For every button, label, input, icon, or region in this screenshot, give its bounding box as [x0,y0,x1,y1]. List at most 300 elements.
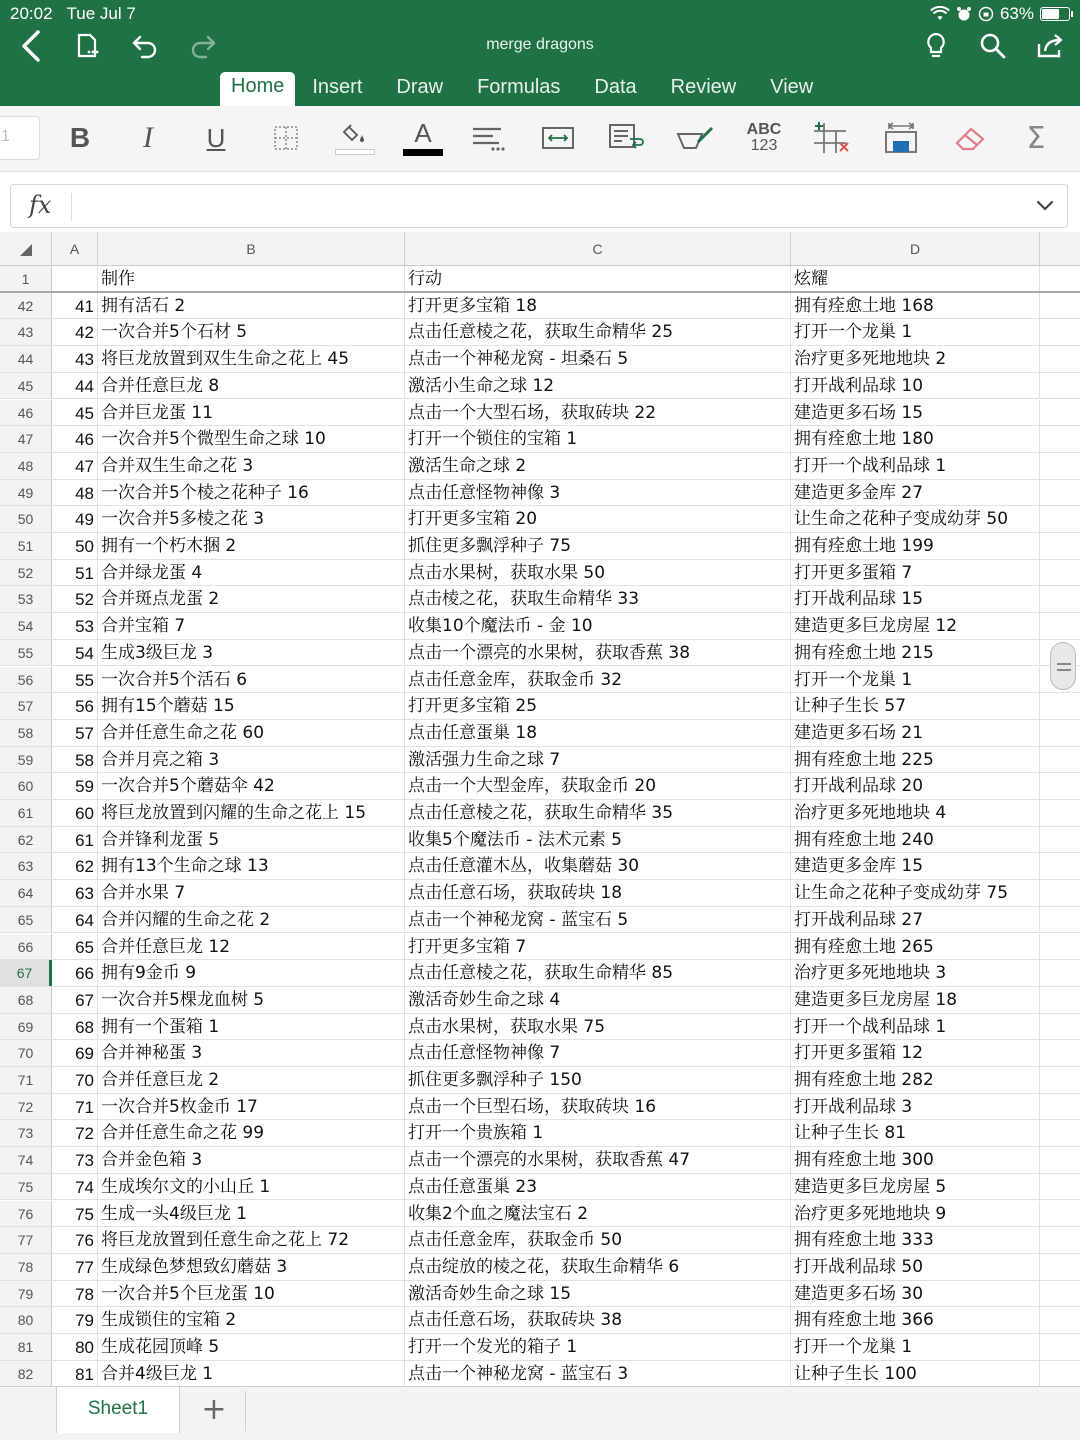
underline-button[interactable]: U [206,122,226,153]
column-header-a[interactable]: A [52,232,98,266]
cell-e[interactable] [1040,853,1080,879]
sheet-tab-bar [0,1386,1080,1440]
tab-home[interactable]: Home [220,72,295,106]
cell-e[interactable] [1040,1040,1080,1066]
cell-c[interactable]: 激活生命之球 2 [405,453,791,479]
row-header[interactable]: 51 [0,533,52,559]
cell-c[interactable]: 点击棱之花，获取生命精华 33 [405,586,791,612]
search-icon[interactable] [976,28,1010,64]
cell-e[interactable] [1040,453,1080,479]
cell-a[interactable]: 59 [52,773,98,799]
cell-e[interactable] [1040,907,1080,933]
cell-d[interactable]: 建造更多金库 15 [791,853,1040,879]
cell-b[interactable]: 生成3级巨龙 3 [98,640,405,666]
row-header[interactable]: 80 [0,1307,52,1333]
cell-b[interactable]: 将巨龙放置到双生生命之花上 45 [98,346,405,372]
cell-b[interactable]: 合并绿龙蛋 4 [98,560,405,586]
cell-a[interactable]: 74 [52,1174,98,1200]
cell-b[interactable]: 合并神秘蛋 3 [98,1040,405,1066]
cell-c[interactable]: 打开更多宝箱 20 [405,506,791,532]
cell-d[interactable]: 打开一个战利品球 1 [791,453,1040,479]
cell-b[interactable]: 一次合并5个微型生命之球 10 [98,426,405,452]
row-header[interactable]: 58 [0,720,52,746]
cell-a[interactable]: 42 [52,319,98,345]
row-header[interactable]: 81 [0,1334,52,1360]
cell-d[interactable]: 建造更多巨龙房屋 18 [791,987,1040,1013]
cell-c[interactable]: 点击一个神秘龙窝 - 坦桑石 5 [405,346,791,372]
row-header[interactable]: 57 [0,693,52,719]
cell-d[interactable]: 建造更多巨龙房屋 5 [791,1174,1040,1200]
cell-d[interactable]: 拥有痊愈土地 168 [791,293,1040,319]
row-header[interactable]: 55 [0,640,52,666]
row-header[interactable]: 65 [0,907,52,933]
cell-d[interactable]: 建造更多巨龙房屋 12 [791,613,1040,639]
cell-d[interactable]: 打开战利品球 3 [791,1094,1040,1120]
cell-a[interactable]: 45 [52,400,98,426]
cell-d[interactable]: 治疗更多死地地块 9 [791,1201,1040,1227]
cell-b[interactable]: 合并锋利龙蛋 5 [98,827,405,853]
cell-d[interactable]: 拥有痊愈土地 265 [791,934,1040,960]
cell-b[interactable]: 合并斑点龙蛋 2 [98,586,405,612]
tab-formulas[interactable]: Formulas [477,76,561,98]
row-header[interactable]: 50 [0,506,52,532]
cell-e[interactable] [1040,960,1080,986]
cell-b[interactable]: 一次合并5个活石 6 [98,667,405,693]
cell-e[interactable] [1040,800,1080,826]
cell-e[interactable] [1040,426,1080,452]
cell-c[interactable]: 收集5个魔法币 - 法术元素 5 [405,827,791,853]
cell-a[interactable]: 43 [52,346,98,372]
cell-e[interactable] [1040,533,1080,559]
cell-e[interactable] [1040,720,1080,746]
cell-e[interactable] [1040,1227,1080,1253]
cell-e[interactable] [1040,400,1080,426]
cell-d[interactable]: 拥有痊愈土地 240 [791,827,1040,853]
insert-delete-cells-icon[interactable] [810,116,854,160]
cell-c[interactable]: 点击一个大型金库，获取金币 20 [405,773,791,799]
row-header[interactable]: 53 [0,586,52,612]
row-header[interactable]: 54 [0,613,52,639]
cell-a[interactable]: 52 [52,586,98,612]
cell-c[interactable]: 打开一个锁住的宝箱 1 [405,426,791,452]
cell-a[interactable]: 61 [52,827,98,853]
cell-a[interactable]: 56 [52,693,98,719]
select-all-corner[interactable] [0,232,52,266]
cell-b[interactable]: 合并金色箱 3 [98,1147,405,1173]
cell-d[interactable]: 让种子生长 57 [791,693,1040,719]
cell-a[interactable]: 51 [52,560,98,586]
cell-d[interactable]: 让种子生长 81 [791,1120,1040,1146]
cell-a[interactable]: 70 [52,1067,98,1093]
cell-a[interactable]: 55 [52,667,98,693]
cell-a[interactable]: 75 [52,1201,98,1227]
cell-b[interactable]: 合并任意生命之花 99 [98,1120,405,1146]
cell-a[interactable]: 72 [52,1120,98,1146]
row-header[interactable]: 71 [0,1067,52,1093]
tab-view[interactable]: View [770,76,814,98]
cell-a[interactable]: 44 [52,373,98,399]
row-header[interactable]: 64 [0,880,52,906]
alarm-icon [956,6,972,22]
cell-d[interactable]: 拥有痊愈土地 333 [791,1227,1040,1253]
wifi-icon [930,6,950,22]
cell-b[interactable]: 合并月亮之箱 3 [98,747,405,773]
cell-a[interactable]: 62 [52,853,98,879]
cell-e[interactable] [1040,480,1080,506]
cell-e[interactable] [1040,773,1080,799]
cell-a[interactable] [52,266,98,291]
cell-e[interactable] [1040,613,1080,639]
cell-e[interactable] [1040,1147,1080,1173]
cell-c[interactable]: 点击任意棱之花，获取生命精华 35 [405,800,791,826]
cell-b[interactable]: 合并闪耀的生命之花 2 [98,907,405,933]
cell-a[interactable]: 67 [52,987,98,1013]
cell-b[interactable]: 拥有15个蘑菇 15 [98,693,405,719]
row-header[interactable]: 45 [0,373,52,399]
cell-c[interactable]: 点击任意石场，获取砖块 38 [405,1307,791,1333]
cell-b[interactable]: 合并任意巨龙 8 [98,373,405,399]
cell-d[interactable]: 打开战利品球 15 [791,586,1040,612]
cell-a[interactable]: 49 [52,506,98,532]
cell-a[interactable]: 69 [52,1040,98,1066]
cell-b[interactable]: 一次合并5个棱之花种子 16 [98,480,405,506]
cell-b[interactable]: 合并宝箱 7 [98,613,405,639]
cell-a[interactable]: 71 [52,1094,98,1120]
formula-divider [71,193,72,221]
row-header[interactable]: 47 [0,426,52,452]
cell-e[interactable] [1040,1120,1080,1146]
cell-d[interactable]: 打开战利品球 10 [791,373,1040,399]
row-header[interactable]: 1 [0,266,52,291]
cell-e[interactable] [1040,266,1080,291]
row-header[interactable]: 78 [0,1254,52,1280]
cell-styles-icon[interactable] [674,116,716,160]
cell-b[interactable]: 合并任意巨龙 2 [98,1067,405,1093]
cell-a[interactable]: 60 [52,800,98,826]
cell-a[interactable]: 68 [52,1014,98,1040]
cell-b[interactable]: 生成绿色梦想致幻蘑菇 3 [98,1254,405,1280]
cell-c[interactable]: 点击任意棱之花，获取生命精华 25 [405,319,791,345]
row-header[interactable]: 72 [0,1094,52,1120]
cell-e[interactable] [1040,1014,1080,1040]
row-header[interactable]: 60 [0,773,52,799]
column-header-d[interactable]: D [791,232,1040,266]
cell-d[interactable]: 建造更多金库 27 [791,480,1040,506]
cell-d[interactable]: 拥有痊愈土地 300 [791,1147,1040,1173]
cell-b[interactable]: 拥有13个生命之球 13 [98,853,405,879]
cell-d[interactable]: 打开战利品球 50 [791,1254,1040,1280]
row-header[interactable]: 52 [0,560,52,586]
cell-d[interactable]: 打开战利品球 20 [791,773,1040,799]
chevron-down-icon[interactable] [1035,195,1055,219]
cell-e[interactable] [1040,1094,1080,1120]
cell-c[interactable]: 点击一个漂亮的水果树，获取香蕉 38 [405,640,791,666]
cell-d[interactable]: 建造更多石场 15 [791,400,1040,426]
cell-c[interactable]: 打开一个贵族箱 1 [405,1120,791,1146]
cell-e[interactable] [1040,1334,1080,1360]
cell-c[interactable]: 打开更多宝箱 18 [405,293,791,319]
cell-c[interactable]: 点击水果树，获取水果 75 [405,1014,791,1040]
cell-b[interactable]: 生成埃尔文的小山丘 1 [98,1174,405,1200]
row-header[interactable]: 76 [0,1201,52,1227]
cell-d[interactable]: 拥有痊愈土地 199 [791,533,1040,559]
cell-d[interactable]: 拥有痊愈土地 225 [791,747,1040,773]
cell-c[interactable]: 点击一个漂亮的水果树，获取香蕉 47 [405,1147,791,1173]
cell-b[interactable]: 合并4级巨龙 1 [98,1361,405,1387]
cell-c[interactable]: 收集2个血之魔法宝石 2 [405,1201,791,1227]
tab-review[interactable]: Review [670,76,737,98]
cell-d[interactable]: 拥有痊愈土地 366 [791,1307,1040,1333]
cell-c[interactable]: 点击任意石场，获取砖块 18 [405,880,791,906]
cell-b[interactable]: 拥有活石 2 [98,293,405,319]
cell-e[interactable] [1040,880,1080,906]
cell-e[interactable] [1040,1307,1080,1333]
bold-button[interactable]: B [69,122,91,153]
cell-a[interactable]: 64 [52,907,98,933]
row-header[interactable]: 69 [0,1014,52,1040]
fill-color-icon[interactable] [334,116,376,160]
cell-b[interactable]: 拥有一个蛋箱 1 [98,1014,405,1040]
cell-d[interactable]: 让种子生长 100 [791,1361,1040,1387]
cell-d[interactable]: 炫耀 [791,266,1040,291]
cell-c[interactable]: 点击任意金库，获取金币 32 [405,667,791,693]
cell-e[interactable] [1040,319,1080,345]
cell-e[interactable] [1040,827,1080,853]
cell-b[interactable]: 合并任意生命之花 60 [98,720,405,746]
cell-e[interactable] [1040,346,1080,372]
cell-c[interactable]: 激活小生命之球 12 [405,373,791,399]
font-color-button[interactable] [402,116,444,160]
cell-b[interactable]: 一次合并5枚金币 17 [98,1094,405,1120]
row-header[interactable]: 67 [0,960,52,986]
cell-c[interactable]: 打开更多宝箱 25 [405,693,791,719]
cell-c[interactable]: 激活奇妙生命之球 4 [405,987,791,1013]
row-header[interactable]: 49 [0,480,52,506]
cell-e[interactable] [1040,560,1080,586]
cell-b[interactable]: 将巨龙放置到闪耀的生命之花上 15 [98,800,405,826]
cell-b[interactable]: 一次合并5棵龙血树 5 [98,987,405,1013]
row-header[interactable]: 66 [0,934,52,960]
cell-c[interactable]: 点击绽放的棱之花，获取生命精华 6 [405,1254,791,1280]
cell-c[interactable]: 激活强力生命之球 7 [405,747,791,773]
cell-d[interactable]: 治疗更多死地地块 4 [791,800,1040,826]
cell-b[interactable]: 生成一头4级巨龙 1 [98,1201,405,1227]
cell-e[interactable] [1040,1281,1080,1307]
cell-b[interactable]: 制作 [98,266,405,291]
cell-a[interactable]: 48 [52,480,98,506]
cell-b[interactable]: 一次合并5个蘑菇伞 42 [98,773,405,799]
cell-c[interactable]: 打开一个发光的箱子 1 [405,1334,791,1360]
cell-e[interactable] [1040,1067,1080,1093]
row-header[interactable]: 73 [0,1120,52,1146]
cell-a[interactable]: 53 [52,613,98,639]
cell-b[interactable]: 生成花园顶峰 5 [98,1334,405,1360]
cell-c[interactable]: 点击任意怪物神像 7 [405,1040,791,1066]
status-bar-left [10,4,136,24]
cell-b[interactable]: 拥有一个朽木捆 2 [98,533,405,559]
cell-c[interactable]: 点击一个神秘龙窝 - 蓝宝石 3 [405,1361,791,1387]
wrap-text-icon[interactable] [606,116,646,160]
cell-b[interactable]: 将巨龙放置到任意生命之花上 72 [98,1227,405,1253]
cell-e[interactable] [1040,1254,1080,1280]
cell-b[interactable]: 一次合并5个巨龙蛋 10 [98,1281,405,1307]
cell-c[interactable]: 行动 [405,266,791,291]
tab-data[interactable]: Data [594,76,637,98]
align-icon[interactable] [468,116,508,160]
cell-b[interactable]: 合并任意巨龙 12 [98,934,405,960]
row-header[interactable]: 74 [0,1147,52,1173]
cell-a[interactable]: 76 [52,1227,98,1253]
clear-eraser-icon[interactable] [950,116,992,160]
cell-b[interactable]: 生成锁住的宝箱 2 [98,1307,405,1333]
cell-b[interactable]: 拥有9金币 9 [98,960,405,986]
cell-e[interactable] [1040,934,1080,960]
cell-c[interactable]: 抓住更多飘浮种子 75 [405,533,791,559]
row-header[interactable]: 46 [0,400,52,426]
cell-c[interactable]: 点击任意怪物神像 3 [405,480,791,506]
row-header[interactable]: 82 [0,1361,52,1387]
cell-d[interactable]: 拥有痊愈土地 180 [791,426,1040,452]
row-header[interactable]: 59 [0,747,52,773]
cell-e[interactable] [1040,293,1080,319]
app-header [0,0,1080,106]
cell-d[interactable]: 让生命之花种子变成幼芽 50 [791,506,1040,532]
font-size-box[interactable] [0,116,40,160]
row-header[interactable]: 61 [0,800,52,826]
cell-c[interactable]: 抓住更多飘浮种子 150 [405,1067,791,1093]
table-row [0,560,1080,587]
cell-d[interactable]: 打开战利品球 27 [791,907,1040,933]
cell-d[interactable]: 让生命之花种子变成幼芽 75 [791,880,1040,906]
row-header[interactable]: 77 [0,1227,52,1253]
row-header[interactable]: 56 [0,667,52,693]
cell-e[interactable] [1040,987,1080,1013]
table-row [0,293,1080,320]
status-date: Tue Jul 7 [66,4,136,23]
spreadsheet-grid[interactable] [0,232,1080,1390]
cell-c[interactable]: 点击一个神秘龙窝 - 蓝宝石 5 [405,907,791,933]
cell-d[interactable]: 治疗更多死地地块 2 [791,346,1040,372]
cell-c[interactable]: 点击任意金库，获取金币 50 [405,1227,791,1253]
cell-e[interactable] [1040,506,1080,532]
cell-d[interactable]: 打开一个龙巢 1 [791,1334,1040,1360]
cell-b[interactable]: 合并水果 7 [98,880,405,906]
cell-a[interactable]: 79 [52,1307,98,1333]
row-header[interactable]: 63 [0,853,52,879]
cell-d[interactable]: 打开更多蛋箱 7 [791,560,1040,586]
formula-bar[interactable] [10,184,1068,228]
tab-draw[interactable]: Draw [396,76,444,98]
cell-e[interactable] [1040,1361,1080,1387]
cell-a[interactable]: 54 [52,640,98,666]
borders-icon[interactable] [266,116,306,160]
cell-e[interactable] [1040,693,1080,719]
table-row [0,987,1080,1014]
cell-d[interactable]: 拥有痊愈土地 282 [791,1067,1040,1093]
tab-insert[interactable]: Insert [312,76,363,98]
cell-e[interactable] [1040,373,1080,399]
cell-c[interactable]: 点击任意灌木丛，收集蘑菇 30 [405,853,791,879]
scroll-handle[interactable] [1050,642,1076,690]
cell-c[interactable]: 打开更多宝箱 7 [405,934,791,960]
cell-a[interactable]: 65 [52,934,98,960]
cell-e[interactable] [1040,1201,1080,1227]
cell-a[interactable]: 46 [52,426,98,452]
cell-c[interactable]: 收集10个魔法币 - 金 10 [405,613,791,639]
cell-a[interactable]: 50 [52,533,98,559]
cell-d[interactable]: 打开一个龙巢 1 [791,667,1040,693]
cell-a[interactable]: 47 [52,453,98,479]
cell-a[interactable]: 77 [52,1254,98,1280]
cell-c[interactable]: 点击一个巨型石场，获取砖块 16 [405,1094,791,1120]
row-header[interactable]: 48 [0,453,52,479]
number-format-button[interactable] [742,116,786,160]
column-header-e[interactable] [1040,232,1080,266]
lightbulb-icon[interactable] [920,28,952,64]
cell-b[interactable]: 一次合并5个石材 5 [98,319,405,345]
cell-a[interactable]: 58 [52,747,98,773]
cell-c[interactable]: 点击水果树，获取水果 50 [405,560,791,586]
cell-b[interactable]: 合并双生生命之花 3 [98,453,405,479]
column-header-b[interactable]: B [98,232,405,266]
sheet-tab[interactable]: Sheet1 [56,1387,180,1433]
row-header[interactable]: 62 [0,827,52,853]
cell-a[interactable]: 66 [52,960,98,986]
cell-a[interactable]: 78 [52,1281,98,1307]
cell-e[interactable] [1040,586,1080,612]
cell-a[interactable]: 73 [52,1147,98,1173]
cell-e[interactable] [1040,747,1080,773]
autosum-button[interactable]: Σ [1026,120,1046,156]
table-row [0,426,1080,453]
cell-a[interactable]: 63 [52,880,98,906]
row-header[interactable]: 68 [0,987,52,1013]
cell-b[interactable]: 一次合并5多棱之花 3 [98,506,405,532]
cell-c[interactable]: 激活奇妙生命之球 15 [405,1281,791,1307]
cell-d[interactable]: 建造更多石场 21 [791,720,1040,746]
cell-a[interactable]: 81 [52,1361,98,1387]
cell-d[interactable]: 治疗更多死地地块 3 [791,960,1040,986]
cell-a[interactable]: 80 [52,1334,98,1360]
row-header[interactable]: 70 [0,1040,52,1066]
row-header[interactable]: 44 [0,346,52,372]
format-cells-icon[interactable] [880,116,922,160]
cell-d[interactable]: 打开一个龙巢 1 [791,319,1040,345]
cell-c[interactable]: 点击任意棱之花，获取生命精华 85 [405,960,791,986]
cell-d[interactable]: 打开更多蛋箱 12 [791,1040,1040,1066]
table-row [0,960,1080,987]
italic-button[interactable]: I [143,121,153,154]
cell-b[interactable]: 合并巨龙蛋 11 [98,400,405,426]
row-header[interactable]: 75 [0,1174,52,1200]
cell-d[interactable]: 建造更多石场 30 [791,1281,1040,1307]
cell-a[interactable]: 57 [52,720,98,746]
cell-c[interactable]: 点击任意蛋巢 23 [405,1174,791,1200]
cell-c[interactable]: 点击一个大型石场，获取砖块 22 [405,400,791,426]
cell-a[interactable]: 41 [52,293,98,319]
cell-e[interactable] [1040,1174,1080,1200]
cell-d[interactable]: 打开一个战利品球 1 [791,1014,1040,1040]
share-icon[interactable] [1032,28,1068,64]
cell-d[interactable]: 拥有痊愈土地 215 [791,640,1040,666]
column-header-c[interactable]: C [405,232,791,266]
cell-c[interactable]: 点击任意蛋巢 18 [405,720,791,746]
merge-cells-icon[interactable] [538,116,578,160]
row-header[interactable]: 42 [0,293,52,319]
row-header[interactable]: 79 [0,1281,52,1307]
row-header[interactable]: 43 [0,319,52,345]
add-sheet-button[interactable]: + [201,1392,227,1427]
